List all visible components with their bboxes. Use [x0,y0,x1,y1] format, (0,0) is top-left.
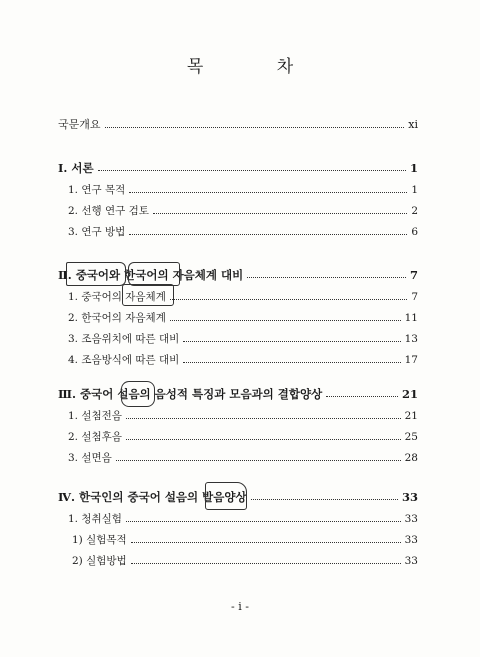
toc-page-number: xi [408,118,418,131]
toc-section-3-1 [68,408,418,424]
leader-dots [170,320,401,321]
toc-label: 4. 조음방식에 따른 대비 [68,354,180,366]
leader-dots [126,439,401,440]
toc-label: Ⅱ. 중국어와 한국어의 자음체계 대비 [58,268,244,282]
toc-subsection-4-1-1 [72,532,418,548]
toc-label: 1. 연구 목적 [68,184,126,196]
leader-dots [126,418,401,419]
toc-label: 국문개요 [58,118,101,131]
leader-dots [183,341,400,342]
toc-label: 2) 실험방법 [72,555,127,567]
toc-label: Ⅲ. 중국어 설음의 음성적 특징과 모음과의 결합양상 [58,387,323,401]
toc-section-3-2 [68,429,418,445]
toc-page-number: 33 [404,534,418,546]
toc-section-2-1 [68,289,418,305]
toc-page-number: 11 [404,312,418,324]
leader-dots [116,460,401,461]
toc-page-number: 2 [411,205,418,217]
page-title: 목 차 [186,57,328,77]
toc-section-1-2 [68,203,418,219]
toc-chapter-4 [58,489,418,505]
toc-chapter-2 [58,267,418,283]
leader-dots [153,213,407,214]
leader-dots [251,499,398,500]
toc-label: 2. 선행 연구 검토 [68,205,149,217]
toc-label: 3. 연구 방법 [68,226,126,238]
toc-section-4-1 [68,511,418,527]
toc-section-1-1 [68,182,418,198]
toc-section-2-4 [68,352,418,368]
toc-section-2-2 [68,310,418,326]
toc-label: 2. 설첨후음 [68,431,122,443]
toc-chapter-3 [58,386,418,402]
toc-chapter-1 [58,160,418,176]
toc-page-number: 7 [411,291,418,303]
toc-label: Ⅳ. 한국인의 중국어 설음의 발음양상 [58,490,247,504]
toc-page-number: 28 [404,452,418,464]
leader-dots [129,192,407,193]
toc-page-number: 21 [404,410,418,422]
leader-dots [129,234,407,235]
toc-page-number: 33 [404,513,418,525]
leader-dots [326,396,398,397]
toc-page-number: 25 [404,431,418,443]
leader-dots [170,299,407,300]
toc-label: 1) 실험목적 [72,534,127,546]
toc-label: Ⅰ. 서론 [58,161,94,175]
toc-page-number: 6 [411,226,418,238]
leader-dots [126,521,401,522]
toc-page-number: 33 [401,490,418,504]
toc-page-number: 1 [409,161,418,175]
toc-page-number: 33 [404,555,418,567]
toc-label: 1. 청취실험 [68,513,122,525]
toc-page-number: 7 [409,268,418,282]
leader-dots [105,127,405,128]
toc-label: 1. 설첨전음 [68,410,122,422]
leader-dots [131,563,401,564]
toc-section-1-3 [68,224,418,240]
toc-subsection-4-1-2 [72,553,418,569]
toc-page-number: 13 [404,333,418,345]
toc-section-3-3 [68,450,418,466]
toc-page-number: 21 [401,387,418,401]
toc-label: 1. 중국어의 자음체계 [68,291,166,303]
toc-label: 3. 설면음 [68,452,112,464]
leader-dots [183,362,400,363]
toc-page-number: 17 [404,354,418,366]
leader-dots [247,277,406,278]
toc-label: 2. 한국어의 자음체계 [68,312,166,324]
toc-page-number: 1 [411,184,418,196]
leader-dots [98,170,406,171]
page-number-footer: - i - [231,600,249,613]
toc-label: 3. 조음위치에 따른 대비 [68,333,180,345]
toc-section-2-3 [68,331,418,347]
toc-entry-abstract [58,117,418,133]
leader-dots [131,542,401,543]
